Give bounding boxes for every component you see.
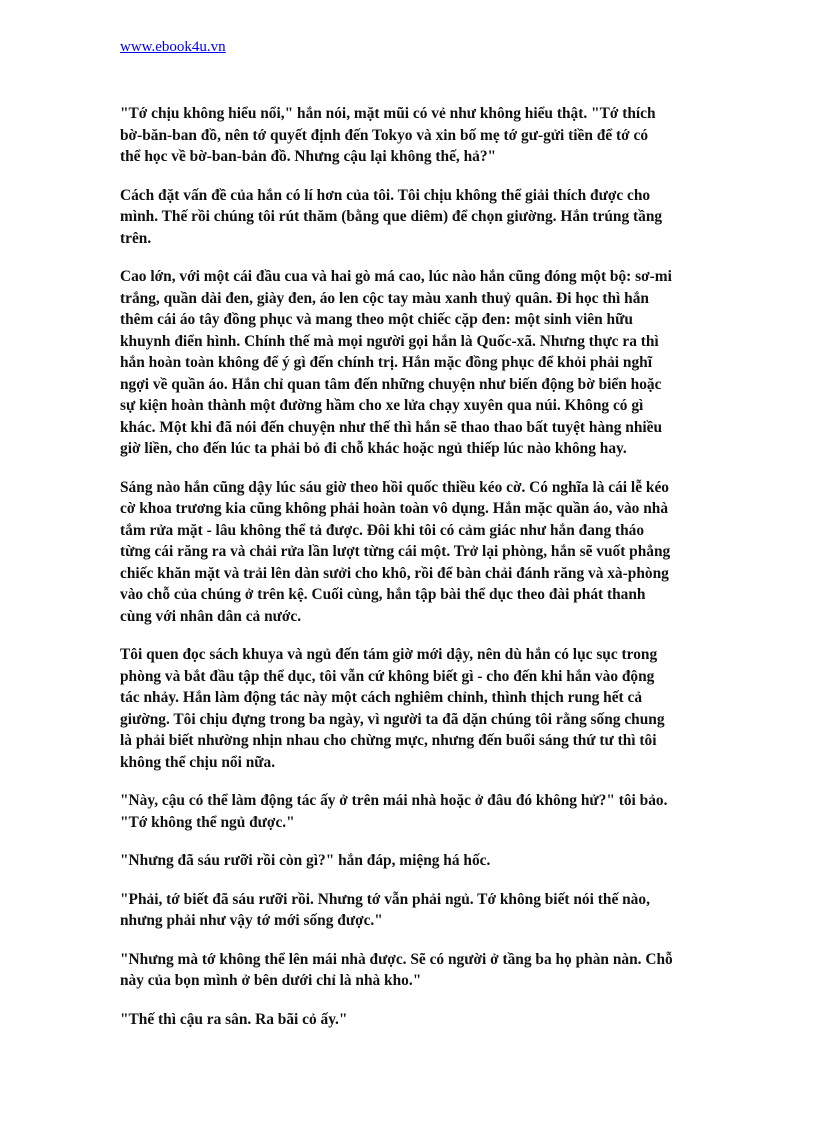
paragraph-line: cờ khoa trương kia cũng không phải hoàn toàn vô dụng. Hắn mặc quần áo, vào nhà: [120, 500, 669, 517]
paragraph-line: "Nhưng đã sáu rưỡi rồi còn gì?" hắn đáp, miệng há hốc.: [120, 852, 491, 869]
paragraph-line: "Này, cậu có thể làm động tác ấy ở trên mái nhà hoặc ở đâu đó không hử?" tôi bảo.: [120, 792, 668, 809]
paragraph-line: không thể chịu nổi nữa.: [120, 753, 276, 771]
body-paragraph: [120, 1009, 716, 1031]
body-paragraph: [120, 477, 716, 628]
paragraph-line: từng cái răng ra và chải rửa lần lượt từng cái một. Trở lại phòng, hắn sẽ vuốt phẳng: [120, 543, 671, 560]
paragraph-line: khuynh điển hình. Chính thế mà mọi người gọi hắn là Quốc-xã. Nhưng thực ra thì: [120, 332, 659, 350]
paragraph-line: thể học về bờ-ban-bản đồ. Nhưng cậu lại không thế, hả?": [120, 148, 497, 165]
paragraph-line: Tôi quen đọc sách khuya và ngủ đến tám giờ mới dậy, nên dù hắn có lục sục trong: [120, 646, 658, 663]
paragraph-line: thêm cái áo tây đồng phục và mang theo một chiếc cặp đen: một sinh viên hữu: [120, 311, 633, 328]
paragraph-line: vào chỗ của chúng ở trên kệ. Cuối cùng, hắn tập bài thể dục theo đài phát thanh: [120, 586, 646, 603]
document-body: [120, 103, 716, 1047]
paragraph-line: "Thế thì cậu ra sân. Ra bãi cỏ ấy.": [120, 1010, 348, 1028]
paragraph-line: sự kiện hoàn thành một đường hầm cho xe lửa chạy xuyên qua núi. Không có gì: [120, 397, 644, 414]
paragraph-line: mình. Thế rồi chúng tôi rút thăm (bằng que diêm) để chọn giường. Hắn trúng tầng: [120, 208, 663, 225]
paragraph-line: hắn hoàn toàn không để ý gì đến chính trị. Hắn mặc đồng phục để khỏi phải nghĩ: [120, 354, 653, 371]
body-paragraph: [120, 790, 716, 833]
paragraph-line: ngợi về quần áo. Hắn chỉ quan tâm đến những chuyện như biến động bờ biển hoặc: [120, 375, 662, 393]
body-paragraph: [120, 889, 716, 932]
body-paragraph: [120, 266, 716, 460]
paragraph-line: giường. Tôi chịu đựng trong ba ngày, vì người ta đã dặn chúng tôi rằng sống chung: [120, 710, 665, 728]
paragraph-line: là phải biết nhường nhịn nhau cho chừng mực, nhưng đến buổi sáng thứ tư thì tôi: [120, 732, 657, 749]
body-paragraph: [120, 644, 716, 773]
paragraph-line: "Tớ chịu không hiểu nổi," hắn nói, mặt mũi có vẻ như không hiểu thật. "Tớ thích: [120, 105, 656, 122]
paragraph-line: tác nhảy. Hắn làm động tác này một cách nghiêm chỉnh, thình thịch rung hết cả: [120, 689, 643, 706]
paragraph-line: cùng với nhân dân cả nước.: [120, 607, 302, 625]
paragraph-line: tắm rửa mặt - lâu không thể tả được. Đôi khi tôi có cảm giác như hắn đang tháo: [120, 521, 645, 539]
body-paragraph: [120, 949, 716, 992]
paragraph-line: "Nhưng mà tớ không thể lên mái nhà được. Sẽ có người ở tầng ba họ phàn nàn. Chỗ: [120, 950, 673, 968]
paragraph-line: Cách đặt vấn đề của hắn có lí hơn của tôi. Tôi chịu không thể giải thích được cho: [120, 186, 651, 204]
paragraph-line: trắng, quần dài đen, giày đen, áo len cộc tay màu xanh thuỷ quân. Đi học thì hắn: [120, 289, 649, 307]
paragraph-line: Cao lớn, với một cái đầu cua và hai gò má cao, lúc nào hắn cũng đóng một bộ: sơ-mi: [120, 268, 672, 285]
paragraph-line: phòng và bắt đầu tập thể dục, tôi vẫn cứ không biết gì - cho đến khi hắn vào động: [120, 667, 655, 685]
paragraph-line: "Tớ không thể ngủ được.": [120, 813, 295, 831]
paragraph-line: nhưng phải như vậy tớ mới sống được.": [120, 912, 383, 929]
paragraph-line: giờ liền, cho đến lúc ta phải bỏ đi chỗ khác hoặc ngủ thiếp lúc nào không hay.: [120, 440, 627, 457]
body-paragraph: [120, 850, 716, 872]
paragraph-line: Sáng nào hắn cũng dậy lúc sáu giờ theo hồi quốc thiều kéo cờ. Có nghĩa là cái lễ kéo: [120, 478, 669, 496]
body-paragraph: [120, 185, 716, 250]
header-website-link[interactable]: www.ebook4u.vn: [120, 39, 226, 55]
paragraph-line: khác. Một khi đã nói đến chuyện như thế thì hắn sẽ thao thao bất tuyệt hàng nhiều: [120, 418, 663, 436]
paragraph-line: chiếc khăn mặt và trải lên dàn sưởi cho khô, rồi để bàn chải đánh răng và xà-phòng: [120, 564, 669, 582]
paragraph-line: bờ-băn-ban đồ, nên tớ quyết định đến Tokyo và xin bố mẹ tớ gư-gửi tiền để tớ có: [120, 126, 649, 144]
paragraph-line: trên.: [120, 229, 152, 247]
body-paragraph: [120, 103, 716, 168]
paragraph-line: này của bọn mình ở bên dưới chỉ là nhà kho.": [120, 972, 422, 989]
paragraph-line: "Phải, tớ biết đã sáu rưỡi rồi. Nhưng tớ vẫn phải ngủ. Tớ không biết nói thế nào,: [120, 890, 650, 908]
